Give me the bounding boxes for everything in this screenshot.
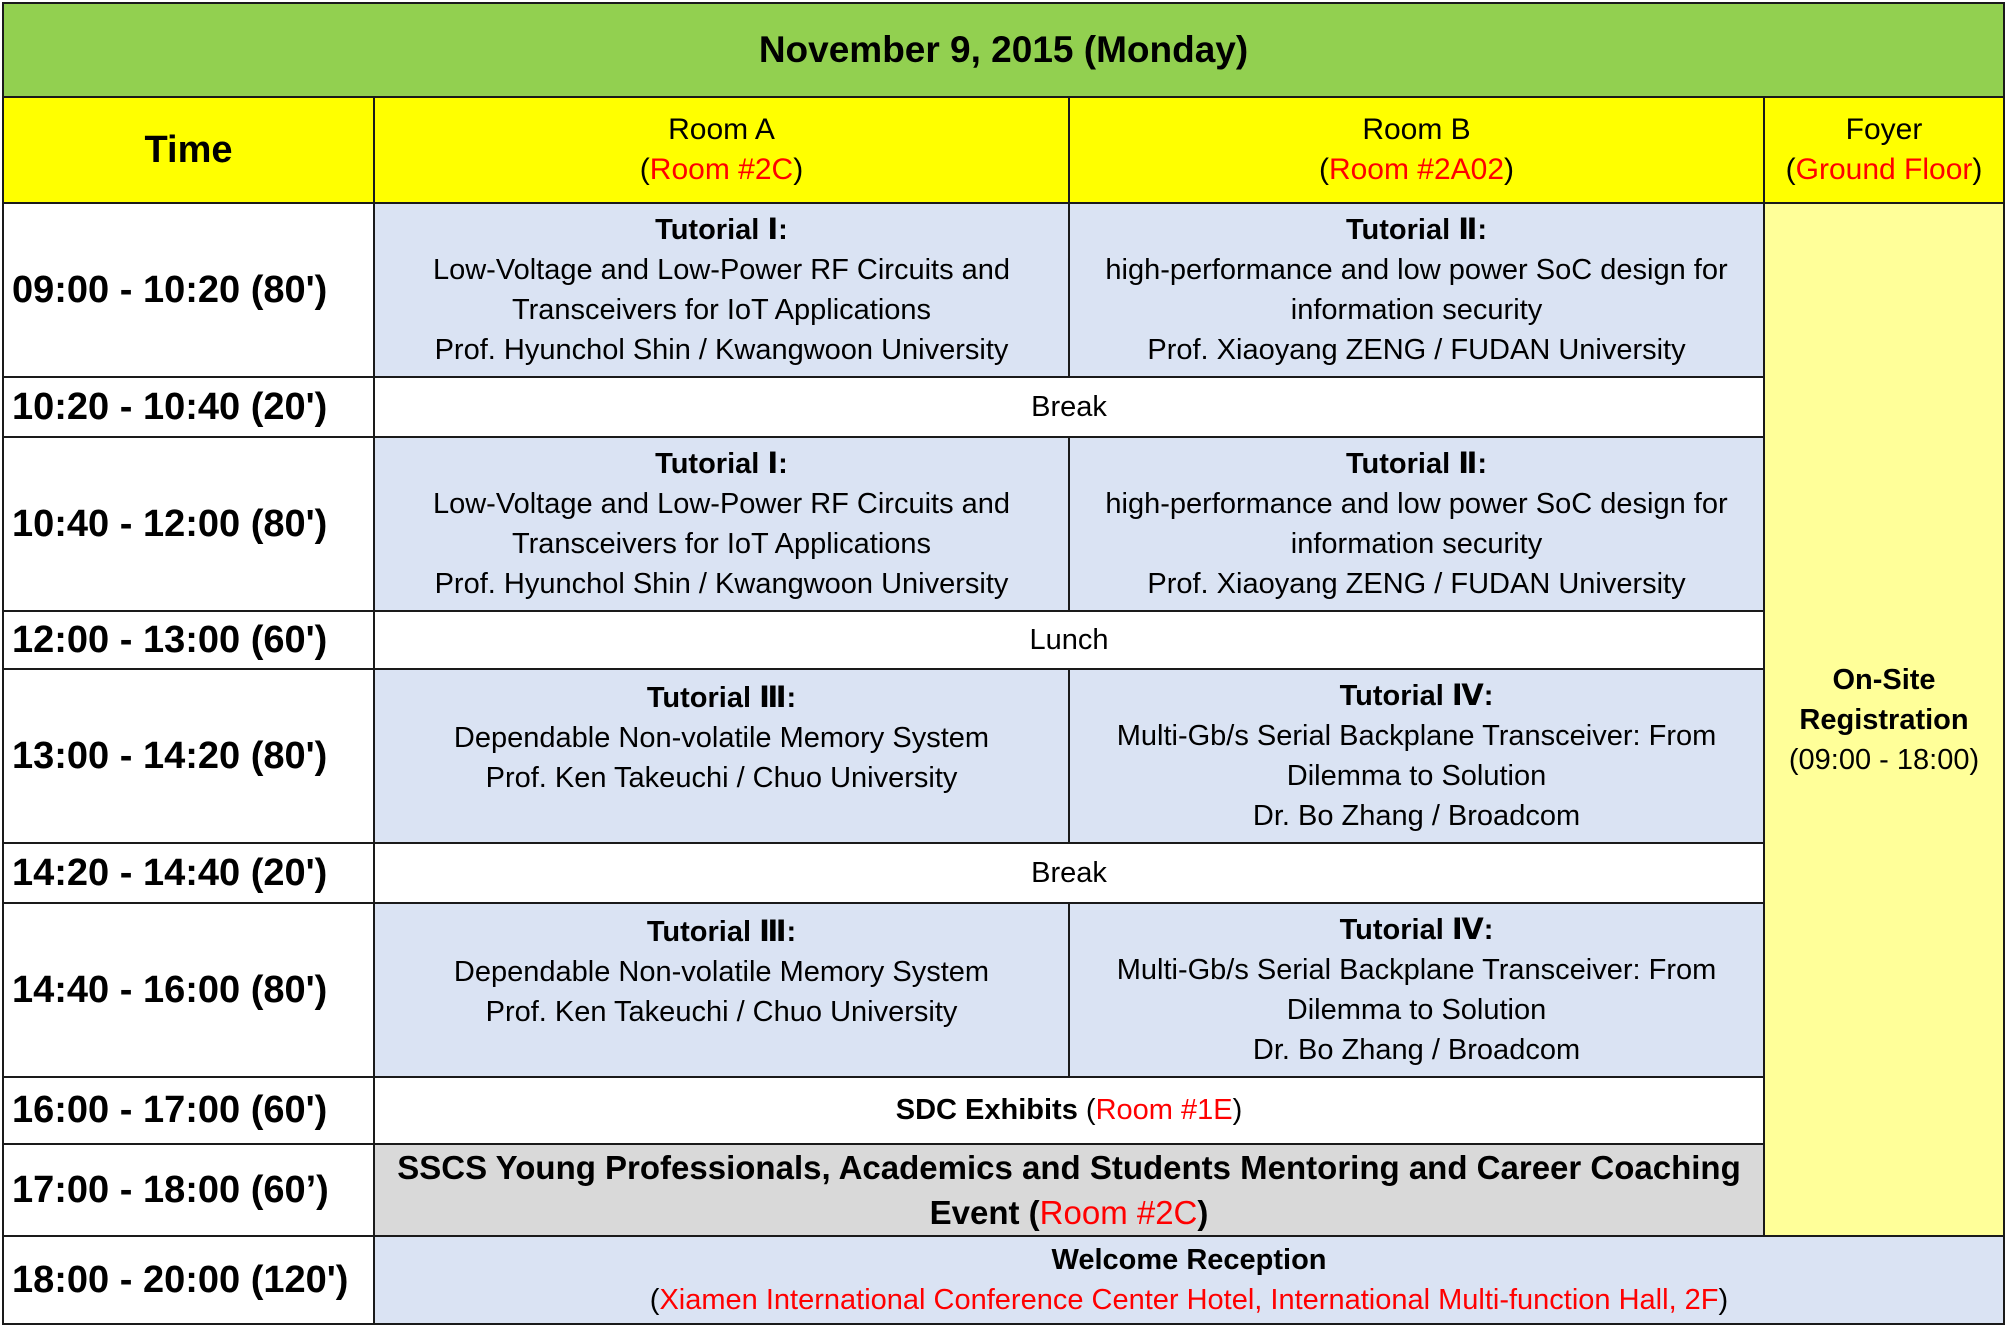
foyer-location: (Ground Floor) xyxy=(1785,153,1983,186)
schedule-table xyxy=(2,2,2005,1325)
break-cell: Break xyxy=(374,843,1764,903)
room-a-name: Room A xyxy=(668,113,775,146)
tutorial-speaker: Dr. Bo Zhang / Broadcom xyxy=(1252,1034,1581,1066)
room-b-header xyxy=(1069,97,1764,203)
tutorial-line: Multi-Gb/s Serial Backplane Transceiver: From xyxy=(1116,954,1717,986)
tutorial-line: Dilemma to Solution xyxy=(1286,994,1547,1026)
schedule-row xyxy=(3,903,2004,1077)
time-header: Time xyxy=(3,97,374,203)
schedule-row xyxy=(3,1236,2004,1324)
time-slot: 10:20 - 10:40 (20') xyxy=(3,377,374,437)
reception-label: Welcome Reception xyxy=(1051,1244,1327,1276)
title-row xyxy=(3,3,2004,97)
room-b-location-text: Room #2A02 xyxy=(1328,153,1505,186)
tutorial-speaker: Prof. Ken Takeuchi / Chuo University xyxy=(485,996,958,1028)
registration-hours: (09:00 - 18:00) xyxy=(1788,743,1980,776)
time-slot: 12:00 - 13:00 (60') xyxy=(3,611,374,669)
schedule-row xyxy=(3,377,2004,437)
room-b-location: (Room #2A02) xyxy=(1318,153,1515,186)
tutorial-speaker: Prof. Xiaoyang ZENG / FUDAN University xyxy=(1147,568,1686,600)
room-b-name: Room B xyxy=(1362,113,1471,146)
lunch-cell: Lunch xyxy=(374,611,1764,669)
time-slot: 14:20 - 14:40 (20') xyxy=(3,843,374,903)
sscs-event-word: Event xyxy=(929,1194,1020,1231)
sscs-event-cell xyxy=(374,1144,1764,1236)
sscs-event-title: SSCS Young Professionals, Academics and Students Mentoring and Career Coaching xyxy=(397,1149,1741,1186)
tutorial-line: information security xyxy=(1290,528,1543,560)
schedule-row xyxy=(3,1144,2004,1236)
sscs-event-title-cont: Event (Room #2C) xyxy=(929,1194,1209,1231)
room-a-header xyxy=(374,97,1069,203)
tutorial-name: Tutorial Ⅱ: xyxy=(1346,448,1487,480)
schedule-row xyxy=(3,203,2004,377)
room-a-location: (Room #2C) xyxy=(639,153,804,186)
tutorial-line: Dependable Non-volatile Memory System xyxy=(453,722,990,754)
onsite-registration-cell xyxy=(1764,203,2004,1236)
schedule-row xyxy=(3,437,2004,611)
tutorial-name: Tutorial Ⅰ: xyxy=(655,448,788,480)
tutorial-line: high-performance and low power SoC design for xyxy=(1105,254,1728,286)
tutorial-3-cell xyxy=(374,903,1069,1077)
time-slot: 13:00 - 14:20 (80') xyxy=(3,669,374,843)
tutorial-4-cell xyxy=(1069,903,1764,1077)
foyer-name: Foyer xyxy=(1845,113,1923,146)
registration-label-1: On-Site xyxy=(1832,663,1936,696)
tutorial-line: Low-Voltage and Low-Power RF Circuits and xyxy=(432,254,1011,286)
page-title: November 9, 2015 (Monday) xyxy=(3,3,2004,97)
foyer-location-text: Ground Floor xyxy=(1795,153,1973,186)
tutorial-line: Dependable Non-volatile Memory System xyxy=(453,956,990,988)
tutorial-speaker: Dr. Bo Zhang / Broadcom xyxy=(1252,800,1581,832)
tutorial-name: Tutorial Ⅲ: xyxy=(646,682,797,714)
tutorial-4-cell xyxy=(1069,669,1764,843)
header-row xyxy=(3,97,2004,203)
schedule-row xyxy=(3,669,2004,843)
tutorial-3-cell xyxy=(374,669,1069,843)
tutorial-line: Low-Voltage and Low-Power RF Circuits and xyxy=(432,488,1011,520)
room-a-location-text: Room #2C xyxy=(649,153,794,186)
reception-location-text: Xiamen International Conference Center Hotel, International Multi-function Hall, 2F xyxy=(659,1284,1719,1316)
tutorial-speaker: Prof. Hyunchol Shin / Kwangwoon University xyxy=(434,334,1009,366)
tutorial-line: high-performance and low power SoC design for xyxy=(1105,488,1728,520)
registration-label-2: Registration xyxy=(1799,703,1969,736)
tutorial-name: Tutorial Ⅱ: xyxy=(1346,214,1487,246)
time-slot: 17:00 - 18:00 (60’) xyxy=(3,1144,374,1236)
schedule-row xyxy=(3,611,2004,669)
tutorial-speaker: Prof. Hyunchol Shin / Kwangwoon University xyxy=(434,568,1009,600)
tutorial-name: Tutorial Ⅳ: xyxy=(1339,914,1494,946)
tutorial-1-cell xyxy=(374,437,1069,611)
tutorial-line: Transceivers for IoT Applications xyxy=(511,294,932,326)
time-slot: 18:00 - 20:00 (120') xyxy=(3,1236,374,1324)
reception-location: (Xiamen International Conference Center Hotel, International Multi-function Hall, 2F) xyxy=(649,1284,1729,1316)
sdc-exhibits-cell: SDC Exhibits (Room #1E) xyxy=(374,1077,1764,1144)
tutorial-line: Dilemma to Solution xyxy=(1286,760,1547,792)
foyer-header xyxy=(1764,97,2004,203)
time-slot: 10:40 - 12:00 (80') xyxy=(3,437,374,611)
tutorial-name: Tutorial Ⅰ: xyxy=(655,214,788,246)
sdc-label: SDC Exhibits xyxy=(895,1094,1078,1126)
sdc-location: Room #1E xyxy=(1095,1094,1233,1126)
tutorial-line: Multi-Gb/s Serial Backplane Transceiver: From xyxy=(1116,720,1717,752)
time-slot: 14:40 - 16:00 (80') xyxy=(3,903,374,1077)
tutorial-name: Tutorial Ⅲ: xyxy=(646,916,797,948)
time-slot: 09:00 - 10:20 (80') xyxy=(3,203,374,377)
tutorial-line: information security xyxy=(1290,294,1543,326)
tutorial-2-cell xyxy=(1069,437,1764,611)
time-slot: 16:00 - 17:00 (60') xyxy=(3,1077,374,1144)
welcome-reception-cell xyxy=(374,1236,2004,1324)
tutorial-2-cell xyxy=(1069,203,1764,377)
tutorial-line: Transceivers for IoT Applications xyxy=(511,528,932,560)
schedule-row xyxy=(3,843,2004,903)
schedule-row xyxy=(3,1077,2004,1144)
sscs-location: Room #2C xyxy=(1039,1194,1198,1231)
tutorial-speaker: Prof. Ken Takeuchi / Chuo University xyxy=(485,762,958,794)
tutorial-speaker: Prof. Xiaoyang ZENG / FUDAN University xyxy=(1147,334,1686,366)
tutorial-name: Tutorial Ⅳ: xyxy=(1339,680,1494,712)
tutorial-1-cell xyxy=(374,203,1069,377)
break-cell: Break xyxy=(374,377,1764,437)
